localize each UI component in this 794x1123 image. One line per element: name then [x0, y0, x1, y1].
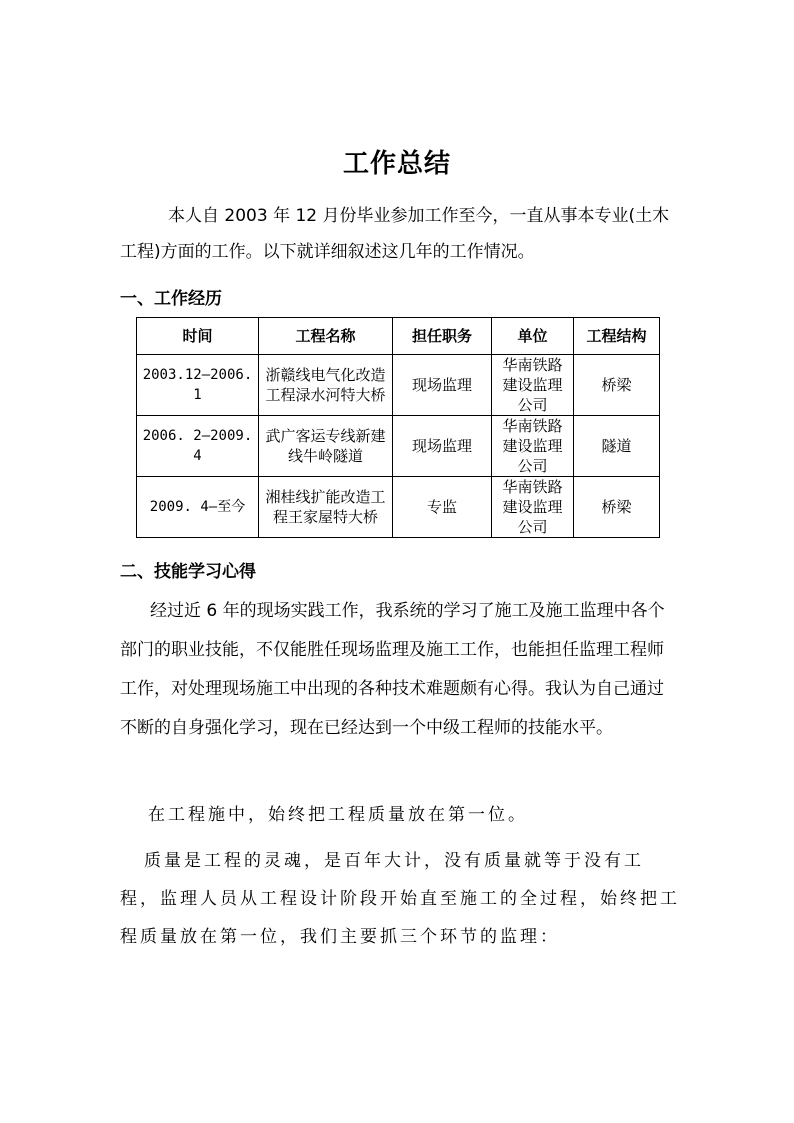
cell-project: 浙赣线电气化改造工程渌水河特大桥 — [259, 355, 393, 416]
cell-time: 2003.12—2006.1 — [137, 355, 259, 416]
cell-time: 2006. 2—2009. 4 — [137, 416, 259, 477]
cell-structure: 桥梁 — [574, 355, 660, 416]
document-title: 工作总结 — [342, 149, 451, 180]
column-header-structure: 工程结构 — [574, 318, 660, 355]
quality-first-paragraph: 在工程施中，始终把工程质量放在第一位。 — [148, 805, 528, 825]
cell-unit: 华南铁路建设监理公司 — [492, 355, 574, 416]
cell-project: 武广客运专线新建线牛岭隧道 — [259, 416, 393, 477]
cell-structure: 隧道 — [574, 416, 660, 477]
cell-time: 2009. 4—至今 — [137, 477, 259, 538]
table-row — [137, 416, 660, 477]
cell-position: 现场监理 — [393, 416, 492, 477]
table-row — [137, 355, 660, 416]
table-header-row — [137, 318, 660, 355]
section-heading-work-experience: 一、工作经历 — [120, 289, 222, 309]
column-header-project: 工程名称 — [259, 318, 393, 355]
table-row — [137, 477, 660, 538]
cell-position: 专监 — [393, 477, 492, 538]
section-heading-skills: 二、技能学习心得 — [120, 562, 256, 582]
work-experience-table — [136, 317, 660, 538]
cell-unit: 华南铁路建设监理公司 — [492, 477, 574, 538]
column-header-position: 担任职务 — [393, 318, 492, 355]
column-header-unit: 单位 — [492, 318, 574, 355]
cell-unit: 华南铁路建设监理公司 — [492, 416, 574, 477]
quality-soul-paragraph: 质量是工程的灵魂，是百年大计，没有质量就等于没有工程，监理人员从工程设计阶段开始直至施工的全过程，始终把工程质量放在第一位，我们主要抓三个环节的监理： — [120, 851, 680, 947]
column-header-time: 时间 — [137, 318, 259, 355]
skills-paragraph: 经过近 6 年的现场实践工作，我系统的学习了施工及施工监理中各个部门的职业技能，不仅能胜任现场监理及施工工作，也能担任监理工程师工作，对处理现场施工中出现的各种技术难题颇有心得。我认为自己通过不断的自身强化学习，现在已经达到一个中级工程师的技能水平。 — [120, 601, 665, 738]
cell-structure: 桥梁 — [574, 477, 660, 538]
intro-paragraph: 本人自 2003 年 12 月份毕业参加工作至今，一直从事本专业(土木工程)方面的工作。以下就详细叙述这几年的工作情况。 — [120, 206, 670, 262]
cell-project: 湘桂线扩能改造工程王家屋特大桥 — [259, 477, 393, 538]
cell-position: 现场监理 — [393, 355, 492, 416]
